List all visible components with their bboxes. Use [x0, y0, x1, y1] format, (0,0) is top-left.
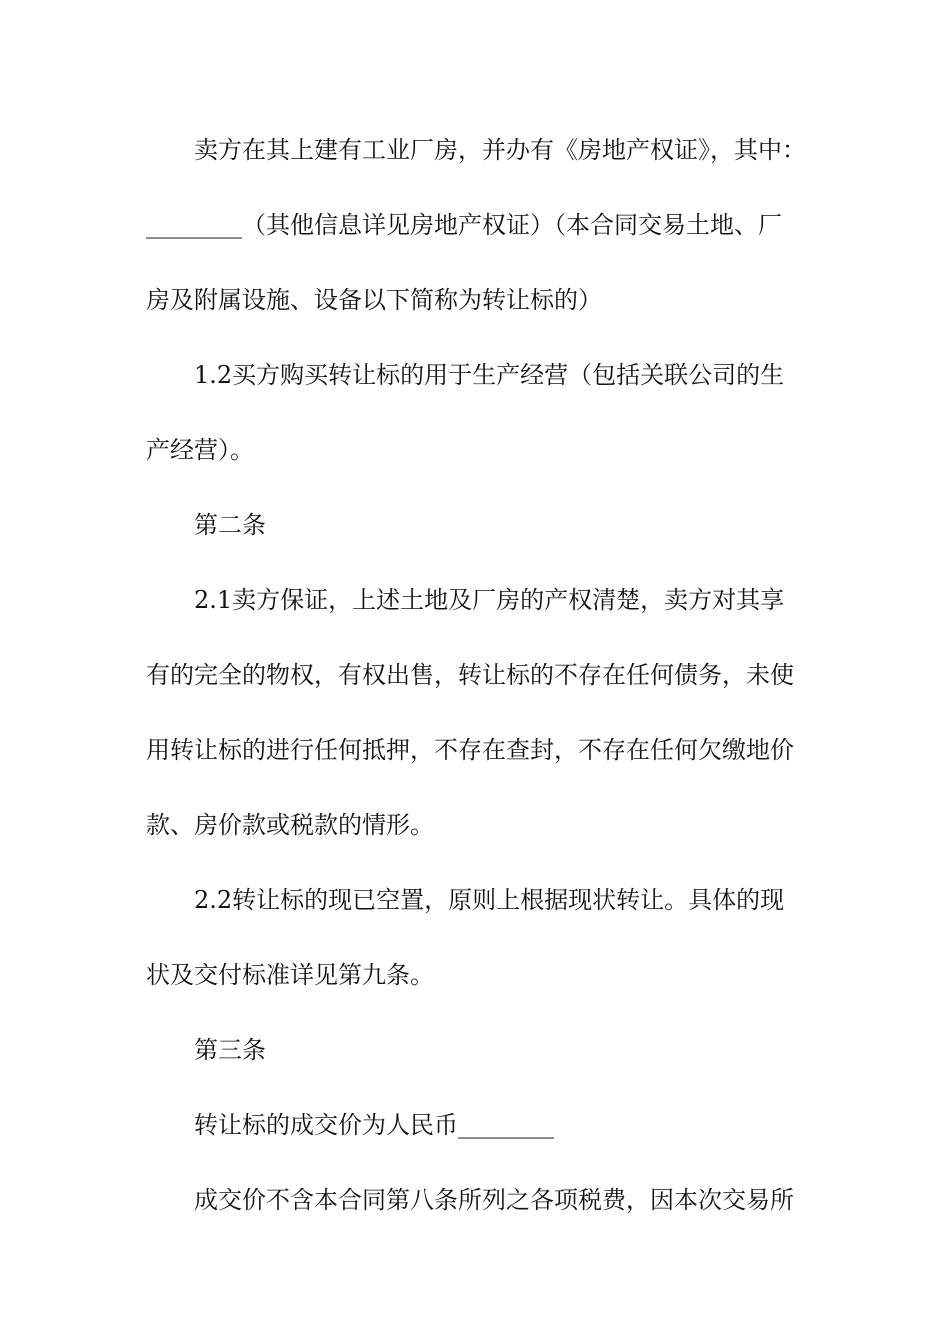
- text-line-11: 2.2转让标的现已空置，原则上根据现状转让。具体的现: [194, 886, 785, 914]
- text-line-15: 成交价不含本合同第八条所列之各项税费，因本次交易所: [194, 1186, 794, 1214]
- text-line-14: 转让标的成交价为人民币________: [194, 1111, 554, 1139]
- article-heading-3: 第三条: [194, 1036, 266, 1064]
- text-line-4: 1.2买方购买转让标的用于生产经营（包括关联公司的生: [194, 361, 785, 389]
- text-line-5: 产经营）。: [146, 436, 254, 464]
- text-line-12: 状及交付标准详见第九条。: [146, 961, 434, 989]
- text-line-2: ________（其他信息详见房地产权证）（本合同交易土地、厂: [146, 211, 782, 239]
- text-line-10: 款、房价款或税款的情形。: [146, 811, 434, 839]
- text-line-3: 房及附属设施、设备以下简称为转让标的）: [146, 286, 602, 314]
- text-line-9: 用转让标的进行任何抵押，不存在查封，不存在任何欠缴地价: [146, 736, 794, 764]
- text-line-8: 有的完全的物权，有权出售，转让标的不存在任何债务，未使: [146, 661, 794, 689]
- text-line-7: 2.1卖方保证，上述土地及厂房的产权清楚，卖方对其享: [194, 586, 785, 614]
- text-line-1: 卖方在其上建有工业厂房，并办有《房地产权证》，其中：: [194, 136, 806, 164]
- article-heading-2: 第二条: [194, 511, 266, 539]
